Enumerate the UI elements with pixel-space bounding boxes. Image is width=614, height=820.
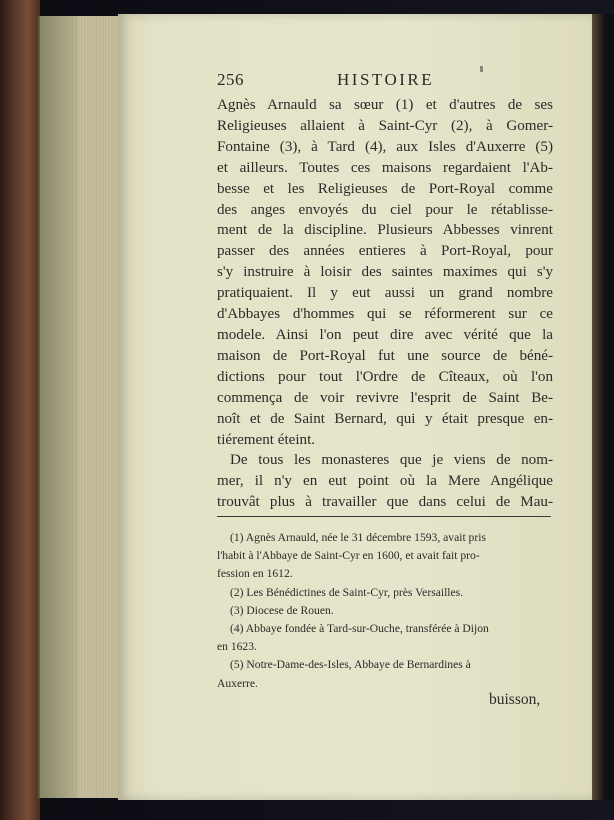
- body-line: noît et de Saint Bernard, qui y était presque en-: [217, 410, 553, 427]
- footnote-line: (3) Diocese de Rouen.: [230, 603, 334, 617]
- footnote-line: en 1623.: [217, 640, 257, 654]
- body-line: tiérement éteint.: [217, 431, 316, 448]
- body-line: et ailleurs. Toutes ces maisons regardaient l'Ab-: [217, 159, 553, 176]
- body-text: [217, 95, 553, 513]
- right-page-edge: [592, 14, 614, 800]
- footnote-line: (4) Abbaye fondée à Tard-sur-Ouche, transférée à Dijon: [230, 622, 489, 636]
- body-line: maison de Port-Royal fut une source de béné-: [217, 347, 553, 364]
- footnote-line: (2) Les Bénédictines de Saint-Cyr, près Versailles.: [230, 585, 464, 599]
- footnote-line: (5) Notre-Dame-des-Isles, Abbaye de Bernardines à: [230, 658, 471, 672]
- body-line: trouvât plus à travailler que dans celui de Mau-: [217, 494, 553, 511]
- body-line: s'y instruire à loisir des saintes maximes qui s'y: [217, 264, 553, 281]
- body-line: besse et les Religieuses de Port-Royal comme: [217, 180, 553, 197]
- page-edges-tint: [38, 16, 78, 798]
- running-head: HISTOIRE: [337, 70, 435, 89]
- footnotes: [217, 529, 553, 693]
- body-line: Religieuses allaient à Saint-Cyr (2), à Gomer-: [217, 117, 553, 134]
- body-line: Fontaine (3), à Tard (4), aux Isles d'Auxerre (5): [217, 138, 553, 155]
- body-line: ment de la discipline. Plusieurs Abbesses vinrent: [217, 222, 553, 239]
- body-line: pratiquaient. Il y eut aussi un grand nombre: [217, 285, 553, 302]
- body-line: d'Abbayes d'hommes qui se réformerent sur ce: [217, 306, 553, 323]
- footnote-line: (1) Agnès Arnauld, née le 31 décembre 1593, avait pris: [230, 531, 486, 544]
- footnote-rule: [217, 516, 551, 517]
- footnote-line: Auxerre.: [217, 676, 258, 690]
- body-line: commença de voir revivre l'esprit de Saint Be-: [217, 389, 553, 406]
- body-line: des anges envoyés du ciel pour le rétablisse-: [217, 201, 553, 218]
- page-header: [217, 70, 547, 94]
- body-line: De tous les monasteres que je viens de nom-: [230, 452, 553, 469]
- body-line: passer des années entieres à Port-Royal, pour: [217, 243, 553, 260]
- footnote-line: fession en 1612.: [217, 567, 293, 581]
- body-line: Agnès Arnauld sa sœur (1) et d'autres de ses: [217, 97, 553, 113]
- body-line: modele. Ainsi l'on peut dire avec vérité que la: [217, 326, 553, 343]
- catchword: buisson,: [489, 691, 541, 708]
- body-line: dictions pour tout l'Ordre de Cîteaux, où l'on: [217, 368, 553, 385]
- book-binding: [0, 0, 40, 820]
- page-number: 256: [217, 70, 244, 89]
- footnote-line: l'habit à l'Abbaye de Saint-Cyr en 1600, et avait fait pro-: [217, 549, 480, 563]
- body-line: mer, il n'y en eut point où la Mere Angélique: [217, 473, 553, 490]
